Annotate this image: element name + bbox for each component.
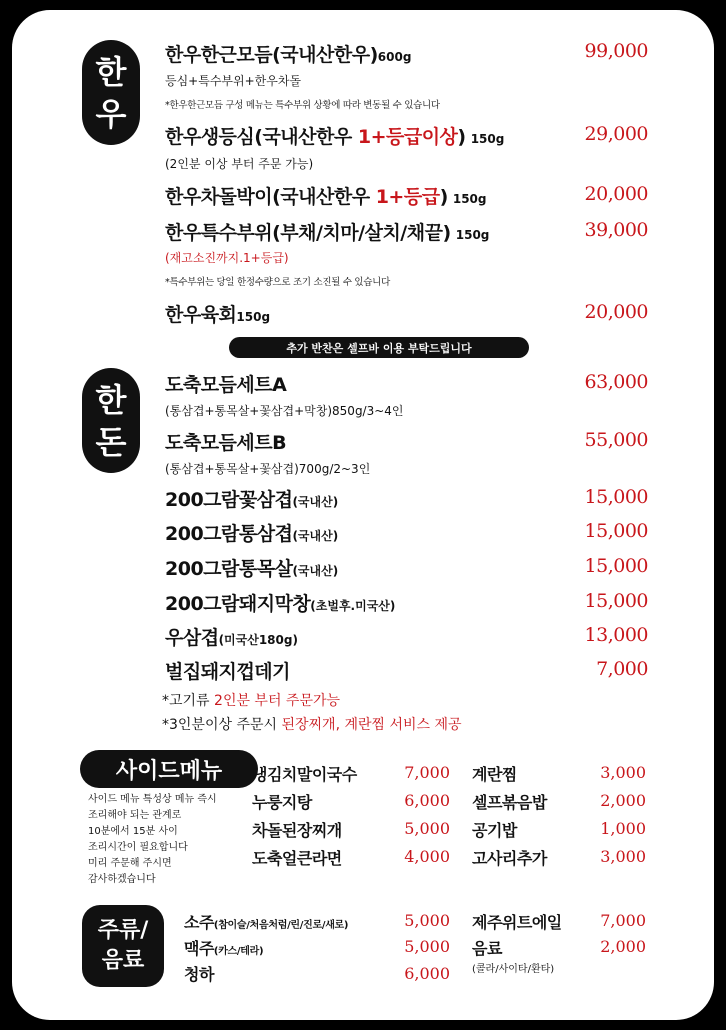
side-item-name: 차돌된장찌개	[252, 821, 342, 840]
drink-unit: (참이슬/처음처럼/린/진로/새로)	[213, 920, 349, 931]
section-label-char: 돈	[95, 422, 127, 461]
item-name: 한우한근모듬(국내산한우)	[165, 44, 378, 66]
section-label-drinks	[82, 905, 164, 987]
side-item-price: 2,000	[600, 791, 646, 810]
note-prefix: *3인분이상 주문시	[162, 717, 282, 733]
item-name: 벌집돼지껍데기	[165, 661, 290, 683]
section-label-line: 주류/	[97, 918, 149, 943]
menu-item	[165, 40, 411, 67]
side-item-name: 도축얼큰라면	[252, 849, 342, 868]
drink-price: 7,000	[600, 911, 646, 930]
side-item-price: 1,000	[600, 819, 646, 838]
side-note-line: 감사하겠습니다	[88, 874, 156, 885]
menu-item	[165, 218, 489, 245]
item-price: 15,000	[584, 520, 648, 542]
side-item-name: 공기밥	[472, 821, 517, 840]
side-item-name: 고사리추가	[472, 849, 547, 868]
side-item-price: 3,000	[600, 763, 646, 782]
drink-name: 맥주	[184, 939, 214, 958]
item-name: 한우특수부위(부채/치마/살치/채끝)	[165, 222, 451, 244]
item-unit: (미국산180g)	[218, 633, 298, 647]
side-item-name: 셀프볶음밥	[472, 793, 547, 812]
menu-item	[165, 589, 395, 616]
note-prefix: *고기류	[162, 693, 215, 709]
side-note-line: 10분에서 15분 사이	[88, 826, 178, 837]
drink-name: 제주위트에일	[472, 913, 562, 932]
item-price: 15,000	[584, 590, 648, 612]
item-grade: 1+등급이상	[357, 126, 458, 148]
item-note: *한우한근모듬 구성 메뉴는 특수부위 상황에 따라 변동될 수 있습니다	[165, 100, 440, 111]
item-name: 우삼겹	[165, 627, 219, 649]
menu-item	[165, 182, 486, 209]
note-highlight: 2인분 부터 주문가능	[214, 693, 341, 709]
menu-item	[165, 300, 270, 327]
side-item-price: 6,000	[404, 791, 450, 810]
item-name: 200그람꽃삼겹	[165, 489, 293, 511]
section-label-char: 우	[95, 94, 127, 133]
item-description: (통삼겹+통목살+꽃삼겹+막창)850g/3~4인	[165, 404, 404, 418]
menu-item	[165, 519, 338, 546]
menu-item	[165, 485, 338, 512]
drink-price: 2,000	[600, 937, 646, 956]
side-item-price: 5,000	[404, 819, 450, 838]
side-item-price: 4,000	[404, 847, 450, 866]
item-name: 200그람돼지막창	[165, 593, 311, 615]
drink-price: 5,000	[404, 937, 450, 956]
item-price: 20,000	[584, 301, 648, 323]
item-name: 200그람통삼겹	[165, 523, 293, 545]
item-price: 7,000	[596, 658, 648, 680]
section-label-char: 한	[95, 380, 127, 419]
order-note	[162, 690, 340, 710]
side-note-line: 사이드 메뉴 특성상 메뉴 즉시	[88, 794, 217, 805]
drink-unit: (카스/테라)	[213, 946, 264, 957]
side-menu-note	[88, 792, 217, 888]
side-item-name: 계란찜	[472, 765, 517, 784]
menu-item	[165, 122, 504, 149]
drink-name: 음료	[472, 939, 502, 958]
item-unit: 150g	[452, 192, 487, 206]
side-item-price: 7,000	[404, 763, 450, 782]
item-unit: (국내산)	[292, 529, 339, 543]
self-bar-banner: 추가 반찬은 셀프바 이용 부탁드립니다	[229, 337, 529, 358]
item-description: 등심+특수부위+한우차돌	[165, 74, 302, 88]
item-name: 200그람통목살	[165, 558, 293, 580]
drink-price: 5,000	[404, 911, 450, 930]
section-label-line: 음료	[101, 948, 145, 973]
item-price: 55,000	[584, 429, 648, 451]
item-unit: 150g	[236, 310, 271, 324]
order-note	[162, 714, 462, 734]
item-price: 13,000	[584, 624, 648, 646]
item-unit: (국내산)	[292, 564, 339, 578]
item-price: 63,000	[584, 371, 648, 393]
item-name-end: )	[457, 126, 466, 148]
item-price: 20,000	[584, 183, 648, 205]
menu-board	[12, 10, 714, 1020]
side-item-name: 누룽지탕	[252, 793, 312, 812]
note-highlight: 된장찌개, 계란찜 서비스 제공	[281, 717, 462, 733]
item-price: 99,000	[584, 40, 648, 62]
section-label-hanwoo	[82, 40, 140, 145]
section-label-side: 사이드메뉴	[80, 750, 258, 788]
item-unit: (초벌후.미국산)	[310, 599, 396, 613]
item-grade: 1+등급	[375, 186, 440, 208]
item-name: 도축모듬세트B	[165, 432, 287, 454]
side-item-price: 3,000	[600, 847, 646, 866]
side-note-line: 미리 주문해 주시면	[88, 858, 172, 869]
side-item-name: 냉김치말이국수	[252, 765, 357, 784]
item-name: 한우생등심(국내산한우	[165, 126, 358, 148]
drink-item	[184, 910, 348, 933]
item-description: (통삼겹+통목살+꽃삼겹)700g/2~3인	[165, 462, 371, 476]
item-description: (재고소진까지.1+등급)	[165, 251, 289, 265]
section-label-handon	[82, 368, 140, 473]
drink-name: 청하	[184, 965, 214, 984]
item-unit: 600g	[377, 50, 412, 64]
menu-item	[165, 554, 338, 581]
drink-unit: (콜라/사이타/환타)	[472, 964, 555, 975]
item-name: 도축모듬세트A	[165, 374, 287, 396]
side-note-line: 조리해야 되는 관계로	[88, 810, 182, 821]
item-name: 한우육회	[165, 304, 237, 326]
item-unit: (국내산)	[292, 495, 339, 509]
item-unit: 150g	[470, 132, 505, 146]
item-name: 한우차돌박이(국내산한우	[165, 186, 376, 208]
section-label-char: 한	[95, 52, 127, 91]
item-price: 29,000	[584, 123, 648, 145]
item-price: 39,000	[584, 219, 648, 241]
item-note: *특수부위는 당일 한정수량으로 조기 소진될 수 있습니다	[165, 277, 390, 288]
item-description: (2인분 이상 부터 주문 가능)	[165, 157, 314, 171]
menu-item	[165, 623, 298, 650]
drink-price: 6,000	[404, 964, 450, 983]
drink-name: 소주	[184, 913, 214, 932]
side-note-line: 조리시간이 필요합니다	[88, 842, 188, 853]
item-price: 15,000	[584, 486, 648, 508]
item-unit: 150g	[455, 228, 490, 242]
item-price: 15,000	[584, 555, 648, 577]
drink-item	[184, 936, 263, 959]
item-name-end: )	[439, 186, 448, 208]
